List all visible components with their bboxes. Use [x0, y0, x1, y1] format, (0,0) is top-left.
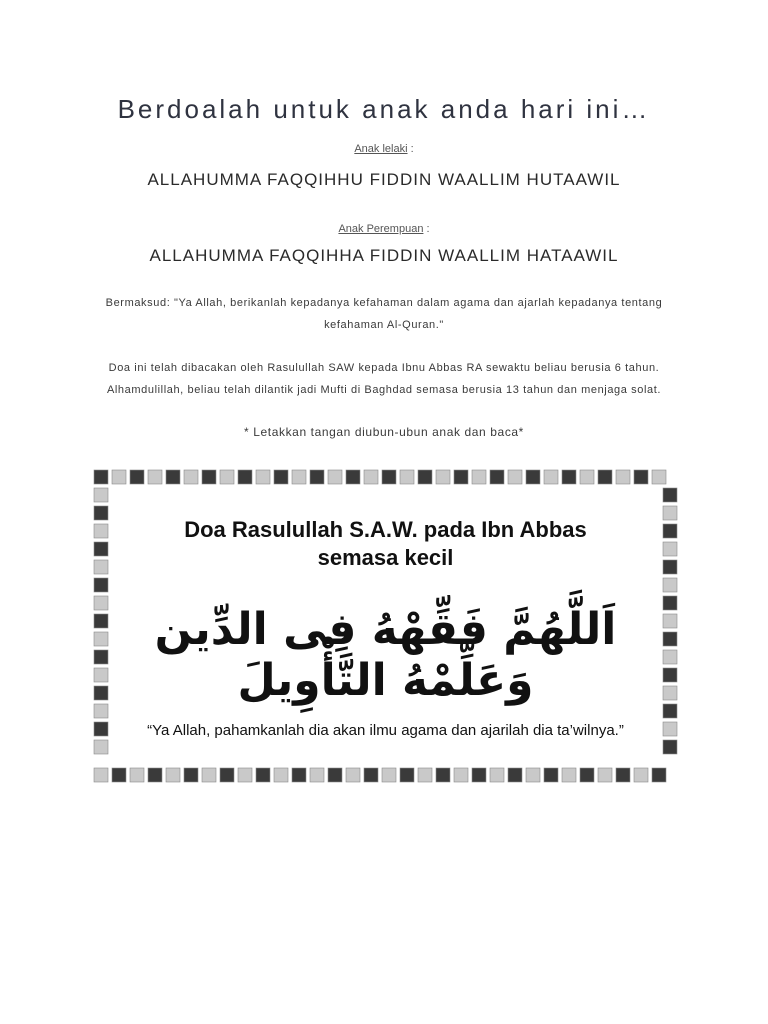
- border-tile: [634, 470, 648, 484]
- border-tile: [94, 614, 108, 628]
- border-tile: [663, 686, 677, 700]
- border-tile: [94, 686, 108, 700]
- border-tile: [418, 470, 432, 484]
- border-tile: [256, 768, 270, 782]
- border-tile: [328, 470, 342, 484]
- border-tile: [292, 768, 306, 782]
- border-tile: [292, 470, 306, 484]
- border-tile: [310, 470, 324, 484]
- border-tile: [436, 768, 450, 782]
- border-tile: [580, 768, 594, 782]
- border-tile: [346, 470, 360, 484]
- border-tile: [400, 768, 414, 782]
- border-tile: [94, 524, 108, 538]
- border-tile: [663, 578, 677, 592]
- card-title-line-1: Doa Rasulullah S.A.W. pada Ibn Abbas: [184, 517, 587, 542]
- border-tile: [652, 768, 666, 782]
- border-tile: [148, 470, 162, 484]
- border-tile: [166, 470, 180, 484]
- border-tile: [184, 470, 198, 484]
- history-line-2: Alhamdulillah, beliau telah dilantik jadi Mufti di Baghdad semasa berusia 13 tahun dan menjaga solat.: [106, 384, 662, 396]
- border-tile: [346, 768, 360, 782]
- border-tile: [508, 470, 522, 484]
- border-tile: [310, 768, 324, 782]
- border-tile: [663, 740, 677, 754]
- border-tile: [238, 470, 252, 484]
- doa-card-image: [92, 468, 679, 784]
- border-tile: [663, 614, 677, 628]
- border-tile: [616, 470, 630, 484]
- card-translation: “Ya Allah, pahamkanlah dia akan ilmu agama dan ajarilah dia ta’wilnya.”: [147, 722, 624, 739]
- border-tile: [598, 470, 612, 484]
- daughter-prayer: ALLAHUMMA FAQQIHHA FIDDIN WAALLIM HATAAWIL: [149, 246, 619, 265]
- border-tile: [616, 768, 630, 782]
- border-tile: [544, 768, 558, 782]
- border-tile: [472, 470, 486, 484]
- border-tile: [94, 560, 108, 574]
- border-tile: [94, 722, 108, 736]
- border-tile: [663, 632, 677, 646]
- border-tile: [663, 506, 677, 520]
- card-title-line-2: semasa kecil: [317, 545, 454, 570]
- border-tile: [400, 470, 414, 484]
- border-tile: [454, 470, 468, 484]
- border-tile: [94, 704, 108, 718]
- border-tile: [382, 768, 396, 782]
- border-tile: [94, 488, 108, 502]
- border-tile: [166, 768, 180, 782]
- border-tile: [94, 668, 108, 682]
- border-tile: [94, 542, 108, 556]
- border-tile: [663, 488, 677, 502]
- instruction-note: * Letakkan tangan diubun-ubun anak dan baca*: [244, 425, 524, 439]
- border-tile: [274, 768, 288, 782]
- daughter-label: Anak Perempuan: [338, 223, 424, 235]
- history-line-1: Doa ini telah dibacakan oleh Rasulullah SAW kepada Ibnu Abbas RA sewaktu beliau berusia 6 tahun.: [108, 362, 660, 374]
- son-prayer: ALLAHUMMA FAQQIHHU FIDDIN WAALLIM HUTAAWIL: [147, 170, 621, 189]
- border-tile: [328, 768, 342, 782]
- arabic-prayer: اَللَّهُمَّ فَقِّهْهُ فِى الدِّين وَعَلِّمْهُ التَّأْوِيلَ: [154, 604, 617, 706]
- border-tile: [238, 768, 252, 782]
- border-tile: [94, 740, 108, 754]
- border-tile: [382, 470, 396, 484]
- border-tile: [274, 470, 288, 484]
- daughter-label-line: [0, 223, 768, 235]
- border-tile: [94, 578, 108, 592]
- history-paragraph: [80, 357, 688, 401]
- border-tile: [598, 768, 612, 782]
- border-tile: [256, 470, 270, 484]
- border-tile: [94, 768, 108, 782]
- border-tile: [663, 668, 677, 682]
- border-tile: [220, 768, 234, 782]
- border-tile: [148, 768, 162, 782]
- border-tile: [436, 470, 450, 484]
- border-tile: [454, 768, 468, 782]
- border-tile: [663, 560, 677, 574]
- border-tile: [490, 470, 504, 484]
- border-tile: [130, 470, 144, 484]
- doa-card-content: [110, 486, 661, 766]
- border-tile: [94, 506, 108, 520]
- border-tile: [220, 470, 234, 484]
- border-tile: [663, 542, 677, 556]
- border-tile: [472, 768, 486, 782]
- border-tile: [202, 470, 216, 484]
- border-tile: [663, 704, 677, 718]
- border-tile: [544, 470, 558, 484]
- border-tile: [663, 524, 677, 538]
- page-title: Berdoalah untuk anak anda hari ini…: [117, 94, 651, 124]
- border-tile: [364, 470, 378, 484]
- border-tile: [490, 768, 504, 782]
- border-tile: [130, 768, 144, 782]
- border-tile: [112, 768, 126, 782]
- border-tile: [663, 650, 677, 664]
- border-tile: [634, 768, 648, 782]
- meaning-paragraph: [80, 292, 688, 336]
- border-tile: [364, 768, 378, 782]
- border-tile: [663, 722, 677, 736]
- son-label: Anak lelaki: [354, 143, 408, 155]
- border-tile: [652, 470, 666, 484]
- border-tile: [112, 470, 126, 484]
- border-tile: [184, 768, 198, 782]
- son-label-line: [0, 143, 768, 155]
- border-tile: [202, 768, 216, 782]
- son-label-colon: :: [407, 143, 414, 155]
- meaning-line-2: kefahaman Al-Quran.": [324, 319, 444, 331]
- border-tile: [94, 650, 108, 664]
- border-tile: [562, 470, 576, 484]
- border-tile: [94, 596, 108, 610]
- border-tile: [526, 470, 540, 484]
- meaning-line-1: Bermaksud: "Ya Allah, berikanlah kepadanya kefahaman dalam agama dan ajarlah kepadanya tentang: [105, 297, 663, 309]
- card-title: [110, 516, 661, 572]
- border-tile: [508, 768, 522, 782]
- border-tile: [418, 768, 432, 782]
- border-tile: [580, 470, 594, 484]
- border-tile: [94, 470, 108, 484]
- border-tile: [94, 632, 108, 646]
- daughter-label-colon: :: [423, 223, 430, 235]
- border-tile: [526, 768, 540, 782]
- border-tile: [562, 768, 576, 782]
- border-tile: [663, 596, 677, 610]
